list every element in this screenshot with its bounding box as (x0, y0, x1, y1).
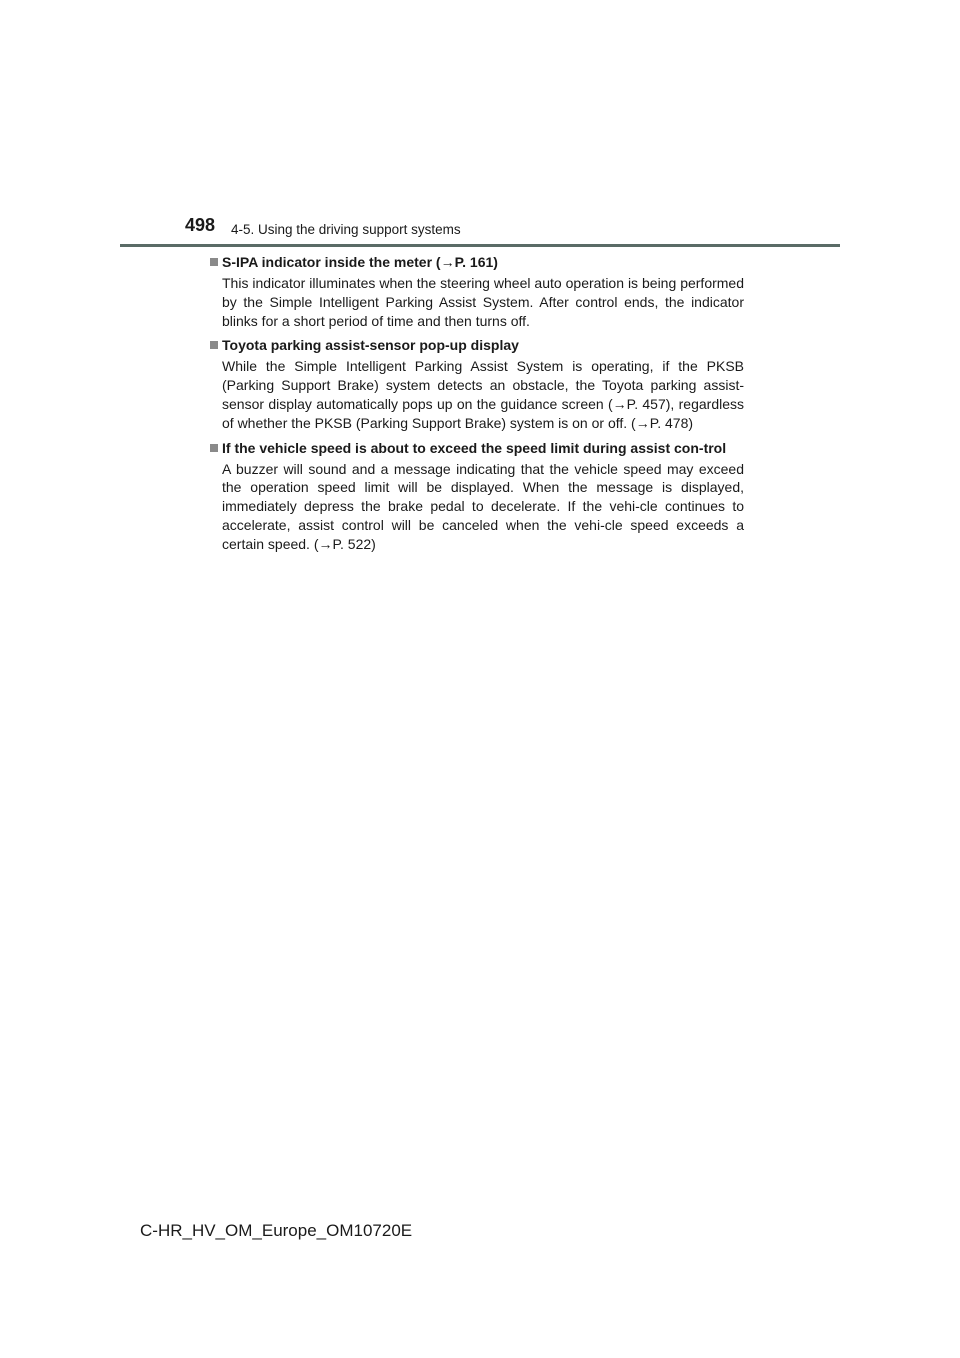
document-code: C-HR_HV_OM_Europe_OM10720E (140, 1221, 413, 1240)
square-bullet-icon (210, 444, 218, 452)
section-title: 4-5. Using the driving support systems (231, 222, 461, 237)
item-heading (210, 253, 744, 272)
section-item (210, 253, 744, 330)
item-heading (210, 336, 744, 355)
item-body: This indicator illuminates when the steering wheel auto operation is being performed by the Simple Intelligent Parking Assist System. After control ends, the indicator blinks for a short period of time and then turns off. (222, 275, 744, 329)
item-heading-text: Toyota parking assist-sensor pop-up display (222, 337, 519, 354)
item-heading-text: S-IPA indicator inside the meter (→P. 161) (222, 254, 498, 270)
square-bullet-icon (210, 341, 218, 349)
page-content (210, 253, 744, 560)
item-heading (210, 439, 744, 458)
square-bullet-icon (210, 258, 218, 266)
section-item (210, 336, 744, 432)
item-body: While the Simple Intelligent Parking Assist System is operating, if the PKSB (Parking Support Brake) system detects an obstacle, the Toyota parking assist-sensor display automatically pops up on the guidance screen (→P. 457), regardless of whether the PKSB (Parking Support Brake) system is on or off. (→P. 478) (222, 358, 744, 431)
section-item (210, 439, 744, 554)
item-heading-text: If the vehicle speed is about to exceed the speed limit during assist con-trol (222, 439, 727, 456)
header-divider (120, 244, 840, 247)
page-number: 498 (185, 215, 216, 235)
item-body: A buzzer will sound and a message indicating that the vehicle speed may exceed the operation speed limit will be displayed. When the message is displayed, immediately depress the brake pedal to decelerate. If the vehi-cle continues to accelerate, assist control will be canceled when the vehi-cle speed exceeds a certain speed. (→P. 522) (222, 460, 744, 552)
